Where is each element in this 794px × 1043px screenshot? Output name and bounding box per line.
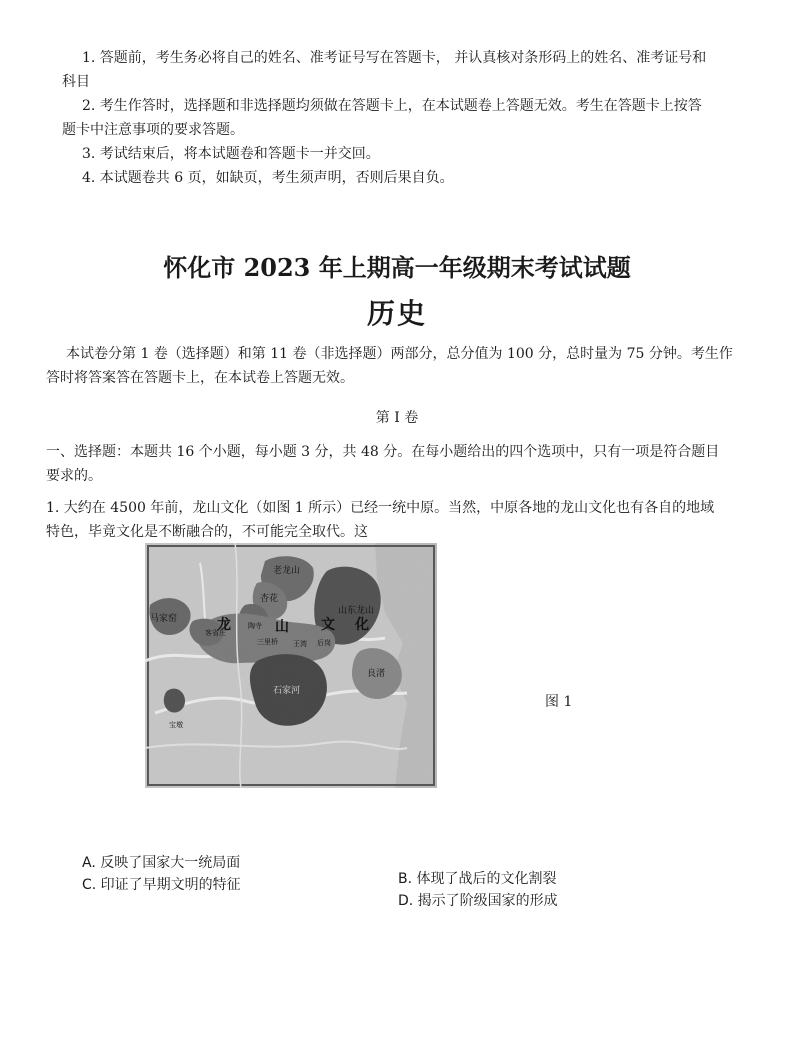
intro-line-2: 答时将答案答在答题卡上，在本试卷上答题无效。	[46, 370, 354, 386]
map-label-kexingzhuang: 客省庄	[205, 629, 226, 637]
intro-line-1: 本试卷分第 1 卷（选择题）和第 11 卷（非选择题）两部分，总分值为 100 分，总时量为 75 分钟。考生作	[66, 346, 733, 362]
map-label-sanliqiao: 三里桥	[257, 638, 278, 646]
map-label-shan: 山	[275, 619, 289, 635]
notice-line-3: 2. 考生作答时，选择题和非选择题均须做在答题卡上，在本试题卷上答题无效。考生在答题卡上按答	[82, 98, 702, 114]
exam-title: 怀化市 2023 年上期高一年级期末考试试题	[163, 253, 631, 282]
map-label-shandong-longshan: 山东龙山	[338, 606, 375, 616]
map-label-xinghua: 杏花	[260, 594, 279, 604]
map-label-long: 龙	[217, 617, 231, 633]
option-b: B. 体现了战后的文化割裂	[398, 871, 557, 887]
map-label-wangwan: 王湾	[293, 640, 307, 648]
map-label-liangzhu: 良渚	[367, 669, 386, 679]
map-label-majiayao: 马家窑	[150, 614, 178, 624]
longshan-culture-map	[145, 543, 437, 788]
section-desc-line-2: 要求的。	[46, 468, 102, 484]
section-desc-line-1: 一、选择题：本题共 16 个小题，每小题 3 分，共 48 分。在每小题给出的四个选项中，只有一项是符合题目	[46, 444, 720, 460]
section-heading: 第 I 卷	[375, 410, 419, 426]
notice-line-4: 题卡中注意事项的要求答题。	[62, 122, 244, 138]
option-c: C. 印证了早期文明的特征	[82, 877, 241, 893]
question-1-line-2: 特色，毕竟文化是不断融合的，不可能完全取代。这	[46, 524, 368, 540]
notice-line-5: 3. 考试结束后，将本试题卷和答题卡一并交回。	[82, 146, 380, 162]
map-label-houshang: 后岗	[317, 639, 331, 647]
map-label-baodun: 宝墩	[169, 721, 183, 729]
map-label-hua: 化	[355, 617, 369, 633]
option-a: A. 反映了国家大一统局面	[82, 855, 241, 871]
notice-line-2: 科目	[62, 74, 90, 90]
exam-subject: 历史	[366, 297, 427, 330]
option-d: D. 揭示了阶级国家的形成	[398, 893, 558, 909]
map-label-wen: 文	[321, 617, 335, 633]
notice-line-1: 1. 答题前，考生务必将自己的姓名、准考证号写在答题卡， 并认真核对条形码上的姓名、准考证号和	[82, 50, 707, 66]
figure-caption: 图 1	[545, 694, 573, 710]
question-1-line-1: 1. 大约在 4500 年前，龙山文化（如图 1 所示）已经一统中原。当然，中原各地的龙山文化也有各自的地域	[46, 500, 715, 516]
notice-line-6: 4. 本试题卷共 6 页，如缺页，考生须声明，否则后果自负。	[82, 170, 454, 186]
map-label-shijiahe: 石家河	[273, 686, 301, 696]
map-label-taosi: 陶寺	[248, 622, 262, 630]
map-label-laolongshan: 老龙山	[273, 566, 301, 576]
